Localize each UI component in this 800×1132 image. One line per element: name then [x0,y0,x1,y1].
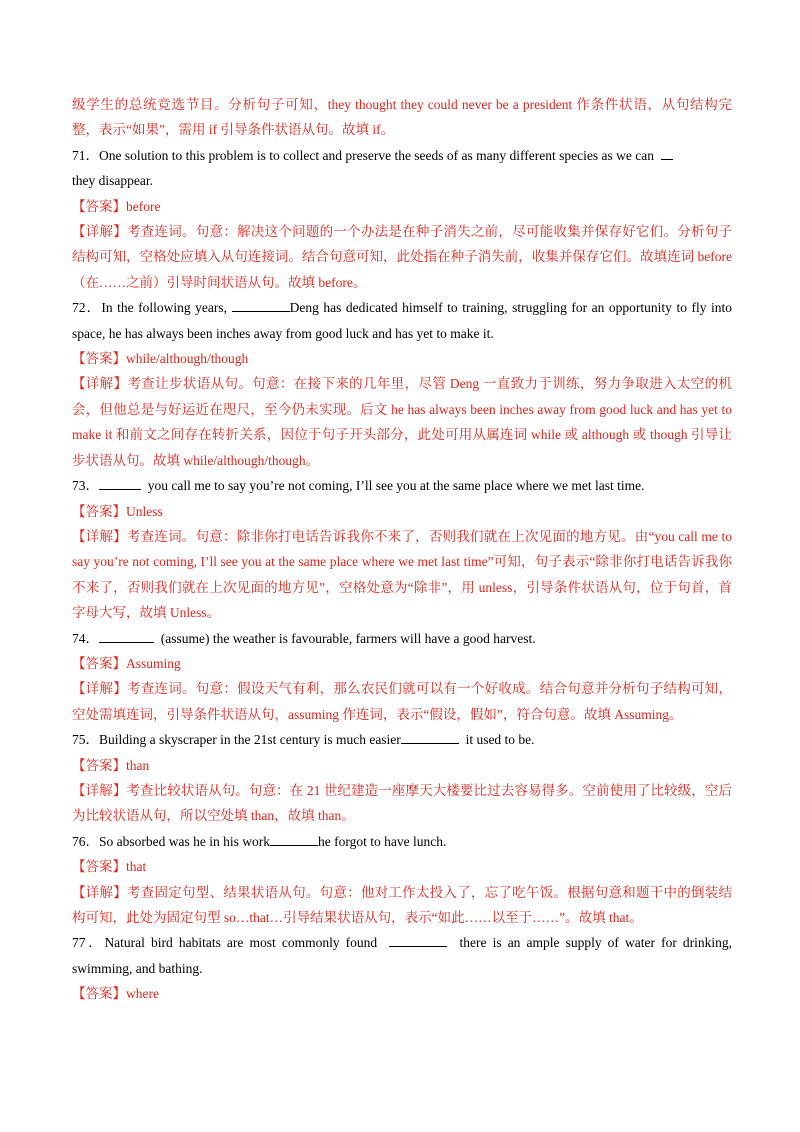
question-73-stem: 73． you call me to say you’re not coming, I’ll see you at the same place where we met last time. [72,473,732,498]
question-number: 73． [72,478,99,494]
answer-blank [389,932,447,947]
question-number: 75． [72,732,99,748]
question-73-answer: 【答案】Unless [72,503,163,519]
answer-blank [661,145,673,160]
question-number: 77． [72,935,105,951]
question-74-stem: 74． (assume) the weather is favourable, farmers will have a good harvest. [72,626,732,651]
question-75-detail: 【详解】考查比较状语从句。句意：在 21 世纪建造一座摩天大楼要比过去容易得多。空前使用了比较级，空后为比较状语从句，所以空处填 than，故填 than。 [72,782,732,824]
answer-blank [99,475,141,490]
question-71-detail: 【详解】考查连词。句意：解决这个问题的一个办法是在种子消失之前，尽可能收集并保存好它们。分析句子结构可知，空格处应填入从句连接词。结合句意可知，此处指在种子消失前，收集并保存它们。故填连词 before（在……之前）引导时间状语从句。故填 before。 [72,224,733,290]
question-73-detail: 【详解】考查连词。句意：除非你打电话告诉我你不来了，否则我们就在上次见面的地方见。由“you call me to say you’re not coming, I’ll see you at the same place where we met last time”可知，句子表示“除非你打电话告诉我你不来了，否则我们就在上次见面的地方见”，空格处意为“除非”，用 unless，引导条件状语从句，位于句首，首字母大写，故填 Unless。 [72,528,732,621]
question-72-stem: 72．In the following years, Deng has dedicated himself to training, struggling for an opportunity to fly into space, he has always been inches away from good luck and has yet to make it. [72,295,732,346]
question-number: 74． [72,630,99,646]
question-76-detail: 【详解】考查固定句型、结果状语从句。句意：他对工作太投入了，忘了吃午饭。根据句意和题干中的倒装结构可知，此处为固定句型 so…that…引导结果状语从句，表示“如此……以至于……”。故填 that。 [72,884,733,925]
previous-detail-continuation: 级学生的总统竞选节目。分析句子可知，they thought they could never be a president 作条件状语，从句结构完整，表示“如果”，需用 if 引导条件状语从句。故填 if。 [72,97,732,138]
question-75-answer: 【答案】than [72,757,150,773]
question-72-detail: 【详解】考查让步状语从句。句意：在接下来的几年里，尽管 Deng 一直致力于训练，努力争取进入太空的机会，但他总是与好运近在咫尺，至今仍未实现。后文 he has always been inches away from good luck and has yet to make it 和前文之间存在转折关系，因位于句子开头部分，此处可用从属连词 while 或 although 或 though 引导让步状语从句。故填 while/although/though。 [72,376,732,468]
answer-blank [99,628,154,643]
question-75-stem: 75．Building a skyscraper in the 21st century is much easier it used to be. [72,727,732,752]
question-76-answer: 【答案】that [72,859,147,875]
question-71-stem: 71．One solution to this problem is to collect and preserve the seeds of as many different species as we can they disappear. [72,143,732,194]
question-71-answer: 【答案】before [72,198,161,214]
question-number: 72． [72,300,102,316]
answer-blank [270,831,318,846]
question-74-detail: 【详解】考查连词。句意：假设天气有利，那么农民们就可以有一个好收成。结合句意并分析句子结构可知，空处需填连词，引导条件状语从句，assuming 作连词，表示“假设，假如”，符合句意。故填 Assuming。 [72,681,733,722]
question-number: 71． [72,147,99,163]
document-page [72,92,732,1007]
question-72-answer: 【答案】while/although/though [72,351,249,367]
question-74-answer: 【答案】Assuming [72,655,181,671]
question-77-answer: 【答案】where [72,986,159,1002]
question-76-stem: 76．So absorbed was he in his work he forgot to have lunch. [72,829,732,854]
question-number: 76． [72,833,99,849]
answer-blank [401,729,459,744]
answer-blank [232,297,290,312]
question-77-stem: 77．Natural bird habitats are most commonly found there is an ample supply of water for drinking, swimming, and bathing. [72,930,732,981]
